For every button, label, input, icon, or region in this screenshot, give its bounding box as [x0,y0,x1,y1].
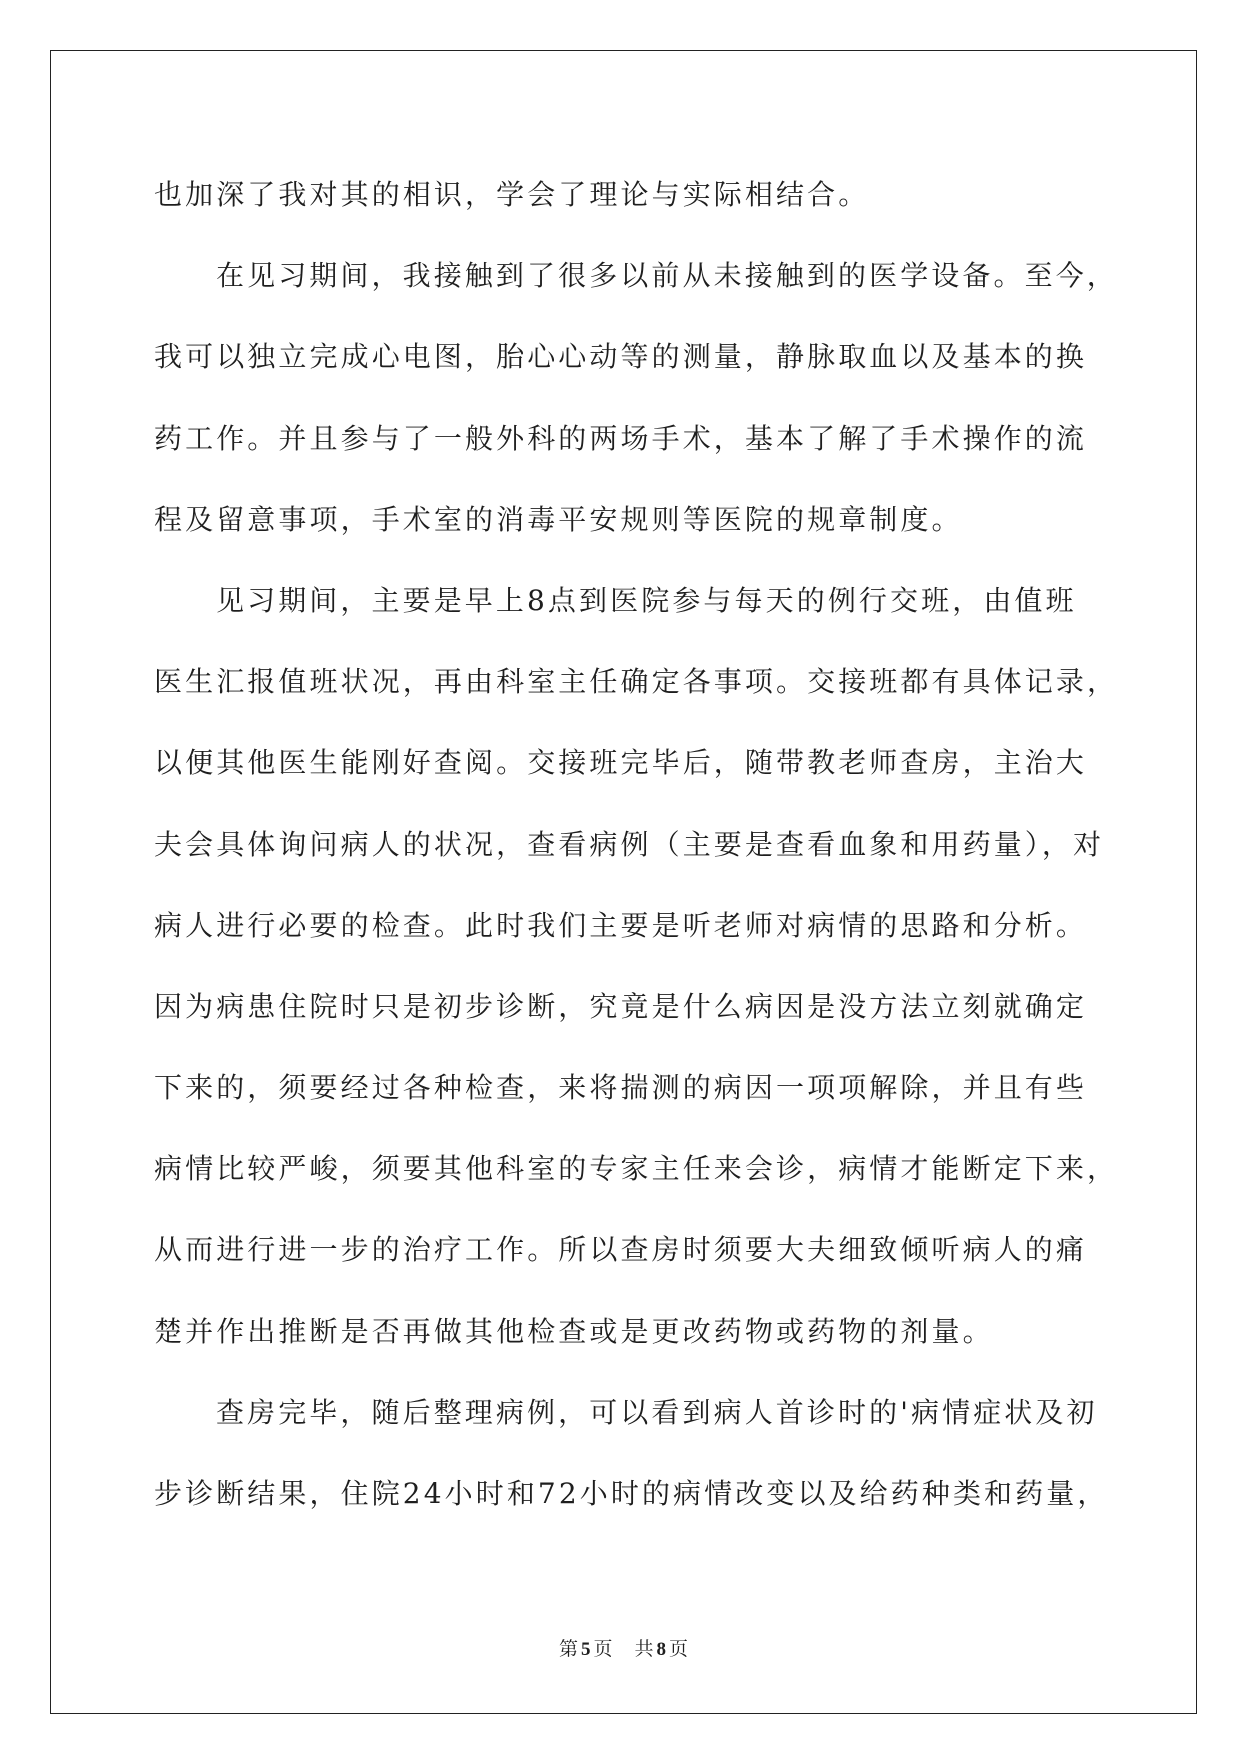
text-line: 以便其他医生能刚好查阅。交接班完毕后，随带教老师查房，主治大 [154,746,1088,780]
text-line: 也加深了我对其的相识，学会了理论与实际相结合。 [154,178,870,211]
paragraph [154,560,1144,1372]
total-label-prefix: 共 [634,1638,654,1660]
text-line: 在见习期间，我接触到了很多以前从未接触到的医学设备。至今， [216,259,1118,293]
current-page-number: 5 [580,1639,591,1660]
document-body [154,154,1144,1534]
text-line: 从而进行进一步的治疗工作。所以查房时须要大夫细致倾听病人的痛 [154,1233,1088,1267]
paragraph [154,1372,1144,1534]
text-line: 医生汇报值班状况，再由科室主任确定各事项。交接班都有具体记录， [154,665,1119,699]
page-label-suffix: 页 [593,1638,613,1660]
total-label-suffix: 页 [669,1638,689,1660]
text-line: 因为病患住院时只是初步诊断，究竟是什么病因是没方法立刻就确定 [154,989,1088,1023]
text-line: 病情比较严峻，须要其他科室的专家主任来会诊，病情才能断定下来， [154,1152,1119,1186]
text-line: 步诊断结果，住院24小时和72小时的病情改变以及给药种类和药量， [154,1477,1109,1510]
paragraph [154,154,1144,235]
text-line: 下来的，须要经过各种检查，来将揣测的病因一项项解除，并且有些 [154,1071,1088,1105]
text-line: 夫会具体询问病人的状况，查看病例（主要是查看血象和用药量），对 [154,827,1105,861]
text-line: 病人进行必要的检查。此时我们主要是听老师对病情的思路和分析。 [154,908,1088,942]
text-line: 查房完毕，随后整理病例，可以看到病人首诊时的'病情症状及初 [216,1395,1098,1429]
text-line: 楚并作出推断是否再做其他检查或是更改药物或药物的剂量。 [154,1314,994,1348]
total-pages-number: 8 [656,1639,667,1660]
text-line: 我可以独立完成心电图，胎心心动等的测量，静脉取血以及基本的换 [154,340,1088,374]
paragraph [154,235,1144,560]
page-footer [50,1636,1197,1663]
text-line: 药工作。并且参与了一般外科的两场手术，基本了解了手术操作的流 [154,421,1088,455]
text-line: 见习期间，主要是早上8点到医院参与每天的例行交班，由值班 [216,583,1077,617]
text-line: 程及留意事项，手术室的消毒平安规则等医院的规章制度。 [154,502,963,536]
page-label-prefix: 第 [558,1638,578,1660]
